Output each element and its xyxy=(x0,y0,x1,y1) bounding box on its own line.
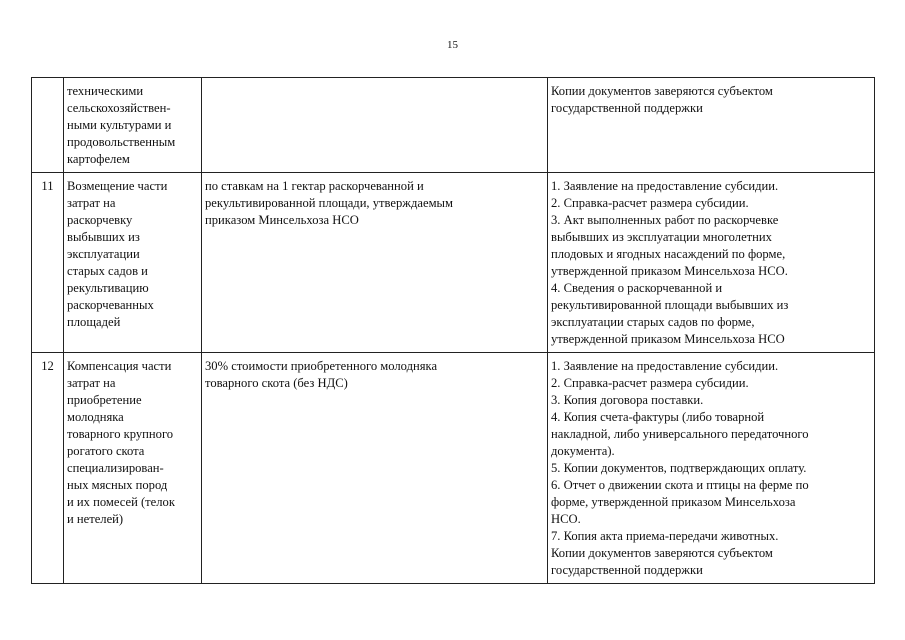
cell-text-line: рогатого скота xyxy=(67,444,145,458)
row-number-cell: 12 xyxy=(32,353,64,584)
cell-text-line: Компенсация части xyxy=(67,359,172,373)
cell-text-line: старых садов и xyxy=(67,264,148,278)
cell-text-line: молодняка xyxy=(67,410,124,424)
cell-text-line: затрат на xyxy=(67,376,116,390)
cell-text-line: раскорчеванных xyxy=(67,298,154,312)
measure-name-cell xyxy=(64,353,202,584)
table-row xyxy=(32,353,875,584)
cell-text-line: накладной, либо универсального передаточного xyxy=(551,427,809,441)
cell-text-line: приказом Минсельхоза НСО xyxy=(205,213,359,227)
table-row xyxy=(32,78,875,173)
cell-text-line: выбывших из xyxy=(67,230,140,244)
cell-text-line: государственной поддержки xyxy=(551,101,703,115)
cell-text-line: 2. Справка-расчет размера субсидии. xyxy=(551,196,749,210)
cell-text-line: НСО. xyxy=(551,512,581,526)
cell-text-line: картофелем xyxy=(67,152,130,166)
cell-text-line: 6. Отчет о движении скота и птицы на ферме по xyxy=(551,478,809,492)
cell-text-line: рекультивированной площади выбывших из xyxy=(551,298,789,312)
cell-text-line: площадей xyxy=(67,315,121,329)
row-number-cell: 11 xyxy=(32,173,64,353)
cell-text-line: Копии документов заверяются субъектом xyxy=(551,84,773,98)
cell-text-line: выбывших из эксплуатации многолетних xyxy=(551,230,772,244)
table-row xyxy=(32,173,875,353)
cell-text-line: эксплуатации xyxy=(67,247,140,261)
cell-text-line: плодовых и ягодных насаждений по форме, xyxy=(551,247,786,261)
cell-text-line: форме, утвержденной приказом Минсельхоза xyxy=(551,495,796,509)
table-body xyxy=(32,78,875,584)
rate-cell xyxy=(202,353,548,584)
rate-cell xyxy=(202,78,548,173)
cell-text-line: 5. Копии документов, подтверждающих оплату. xyxy=(551,461,807,475)
cell-text-line: ных мясных пород xyxy=(67,478,168,492)
cell-text-line: сельскохозяйствен- xyxy=(67,101,171,115)
documents-cell xyxy=(548,78,875,173)
cell-text-line: по ставкам на 1 гектар раскорчеванной и xyxy=(205,179,424,193)
measure-name-cell xyxy=(64,173,202,353)
cell-text-line: 2. Справка-расчет размера субсидии. xyxy=(551,376,749,390)
cell-text-line: утвержденной приказом Минсельхоза НСО. xyxy=(551,264,788,278)
cell-text-line: эксплуатации старых садов по форме, xyxy=(551,315,755,329)
cell-text-line: приобретение xyxy=(67,393,142,407)
cell-text-line: 4. Копия счета-фактуры (либо товарной xyxy=(551,410,765,424)
cell-text-line: техническими xyxy=(67,84,144,98)
cell-text-line: рекультивированной площади, утверждаемым xyxy=(205,196,453,210)
cell-text-line: рекультивацию xyxy=(67,281,149,295)
cell-text-line: 1. Заявление на предоставление субсидии. xyxy=(551,359,779,373)
page-number: 15 xyxy=(447,39,458,51)
documents-cell xyxy=(548,173,875,353)
cell-text-line: 30% стоимости приобретенного молодняка xyxy=(205,359,438,373)
cell-text-line: утвержденной приказом Минсельхоза НСО xyxy=(551,332,785,346)
cell-text-line: 4. Сведения о раскорчеванной и xyxy=(551,281,723,295)
cell-text-line: и нетелей) xyxy=(67,512,124,526)
cell-text-line: 3. Копия договора поставки. xyxy=(551,393,704,407)
cell-text-line: государственной поддержки xyxy=(551,563,703,577)
cell-text-line: затрат на xyxy=(67,196,116,210)
subsidy-table xyxy=(31,77,875,584)
cell-text-line: товарного скота (без НДС) xyxy=(205,376,348,390)
cell-text-line: 3. Акт выполненных работ по раскорчевке xyxy=(551,213,779,227)
cell-text-line: и их помесей (телок xyxy=(67,495,175,509)
cell-text-line: ными культурами и xyxy=(67,118,172,132)
cell-text-line: документа). xyxy=(551,444,615,458)
cell-text-line: 1. Заявление на предоставление субсидии. xyxy=(551,179,779,193)
measure-name-cell xyxy=(64,78,202,173)
cell-text-line: специализирован- xyxy=(67,461,164,475)
cell-text-line: продовольственным xyxy=(67,135,176,149)
documents-cell xyxy=(548,353,875,584)
rate-cell xyxy=(202,173,548,353)
cell-text-line: товарного крупного xyxy=(67,427,174,441)
cell-text-line: 7. Копия акта приема-передачи животных. xyxy=(551,529,779,543)
cell-text-line: Возмещение части xyxy=(67,179,168,193)
cell-text-line: Копии документов заверяются субъектом xyxy=(551,546,773,560)
row-number-cell xyxy=(32,78,64,173)
cell-text-line: раскорчевку xyxy=(67,213,133,227)
